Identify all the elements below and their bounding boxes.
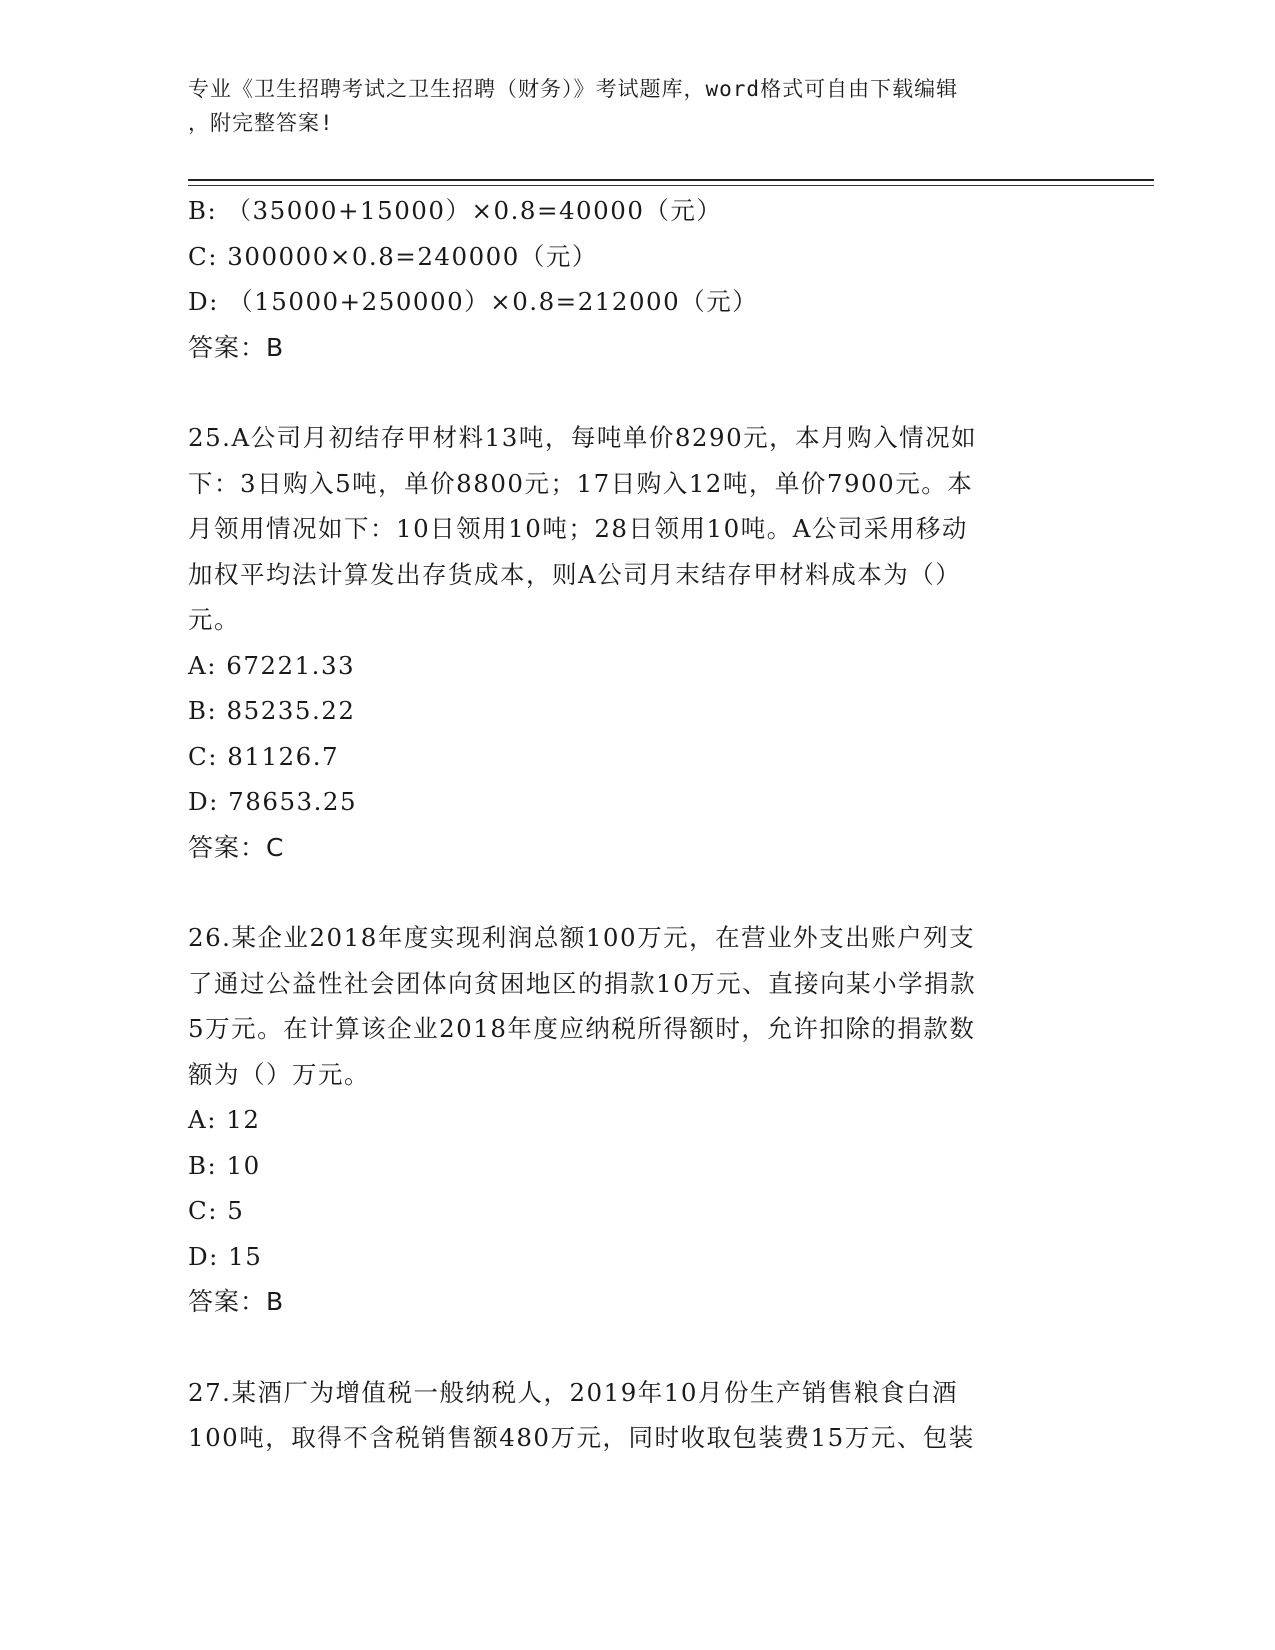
question-text-line: 25.A公司月初结存甲材料13吨，每吨单价8290元，本月购入情况如 bbox=[188, 423, 978, 452]
option-a: A: 12 bbox=[188, 1105, 261, 1134]
header-line-1: 专业《卫生招聘考试之卫生招聘（财务）》考试题库，word格式可自由下载编辑 bbox=[188, 77, 959, 101]
question-text-line: 了通过公益性社会团体向贫困地区的捐款10万元、直接向某小学捐款 bbox=[188, 968, 977, 998]
question-25 bbox=[188, 415, 1088, 870]
option-d: D: （15000+250000）×0.8=212000（元） bbox=[188, 287, 759, 316]
question-26 bbox=[188, 915, 1088, 1325]
option-c: C: 81126.7 bbox=[188, 741, 340, 771]
option-c: C: 300000×0.8=240000（元） bbox=[188, 241, 598, 271]
document-header bbox=[188, 72, 1068, 140]
spacer bbox=[188, 1325, 1088, 1370]
option-c: C: 5 bbox=[188, 1196, 245, 1225]
answer-line: 答案：B bbox=[188, 1287, 285, 1316]
previous-question-tail bbox=[188, 188, 1088, 370]
question-27 bbox=[188, 1370, 1088, 1461]
header-line-2: ，附完整答案! bbox=[188, 111, 334, 135]
question-text-line: 加权平均法计算发出存货成本，则A公司月末结存甲材料成本为（） bbox=[188, 559, 962, 589]
option-b: B: 85235.22 bbox=[188, 696, 356, 725]
question-text-line: 下：3日购入5吨，单价8800元；17日购入12吨，单价7900元。本 bbox=[188, 468, 974, 498]
header-divider-thin bbox=[188, 185, 1154, 186]
answer-line: 答案：B bbox=[188, 332, 285, 362]
option-d: D: 15 bbox=[188, 1241, 263, 1271]
option-a: A: 67221.33 bbox=[188, 650, 356, 680]
question-text-line: 100吨，取得不含税销售额480万元，同时收取包装费15万元、包装 bbox=[188, 1423, 975, 1452]
option-b: B: 10 bbox=[188, 1150, 261, 1180]
answer-line: 答案：C bbox=[188, 832, 285, 862]
option-d: D: 78653.25 bbox=[188, 787, 358, 816]
question-text-line: 26.某企业2018年度实现利润总额100万元，在营业外支出账户列支 bbox=[188, 923, 976, 952]
spacer bbox=[188, 870, 1088, 915]
document-body bbox=[188, 188, 1088, 1461]
question-text-line: 元。 bbox=[188, 605, 240, 634]
question-text-line: 5万元。在计算该企业2018年度应纳税所得额时，允许扣除的捐款数 bbox=[188, 1014, 976, 1043]
question-text-line: 27.某酒厂为增值税一般纳税人，2019年10月份生产销售粮食白酒 bbox=[188, 1377, 958, 1407]
question-text-line: 额为（）万元。 bbox=[188, 1059, 370, 1089]
option-b: B: （35000+15000）×0.8=40000（元） bbox=[188, 196, 723, 225]
spacer bbox=[188, 370, 1088, 415]
header-divider-thick bbox=[188, 179, 1154, 181]
question-text-line: 月领用情况如下：10日领用10吨；28日领用10吨。A公司采用移动 bbox=[188, 514, 968, 543]
